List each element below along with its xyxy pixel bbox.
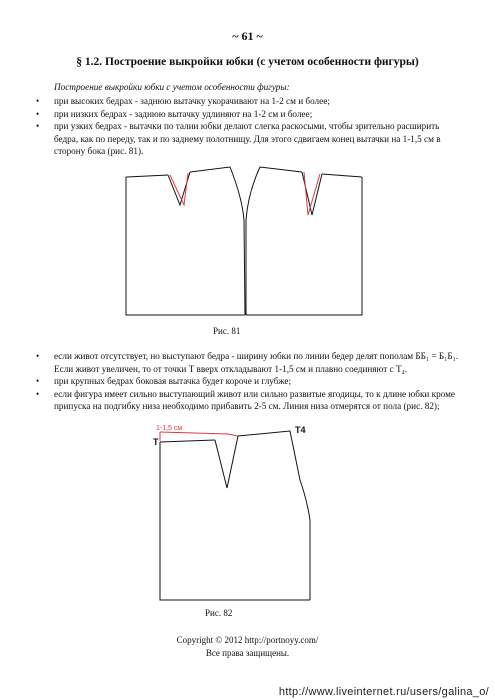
- list-item: • при крупных бедрах боковая вытачка будет короче и глубже;: [36, 375, 461, 388]
- figure-82-drawing: [150, 420, 320, 605]
- figure-82-point-t: T: [153, 437, 159, 447]
- section-title: § 1.2. Построение выкройки юбки (с учетом особенности фигуры): [76, 56, 419, 68]
- subtitle: Построение выкройки юбки с учетом особенности фигуры:: [54, 82, 290, 92]
- bullets-top: [36, 95, 461, 158]
- figure-82-raised-waist-curve: [160, 432, 238, 436]
- footer-rights: Все права защищены.: [205, 648, 290, 658]
- page-number: ~ 61 ~: [232, 29, 263, 43]
- list-item: • если живот отсутствует, но выступают бедра - ширину юбки по линии бедер делят пополам ББ₁ = Б₁Б₁. Если живот увеличен, то от точки Т вверх откладывают 1-1,5 см и плавно соединяют с Т₄.: [36, 350, 461, 375]
- figure-81-right-panel: [246, 177, 362, 315]
- figure-82-dart: [215, 436, 238, 488]
- figure-82-measure-label: 1-1,5 см: [156, 425, 183, 432]
- figure-81-caption: Рис. 81: [213, 326, 241, 336]
- list-item: • при низких бедрах - заднюю вытачку удлиняют на 1-2 см и более;: [36, 108, 461, 121]
- figure-81-right-waist: [246, 167, 362, 315]
- bullets-bottom: [36, 350, 461, 413]
- footer-copyright: Copyright © 2012 http://portnoyy.com/: [176, 635, 319, 645]
- list-item: • при высоких бедрах - заднюю вытачку укорачивают на 1-2 см и более;: [36, 95, 461, 108]
- figure-82-caption: Рис. 82: [205, 608, 233, 618]
- list-item: • при узких бедрах - вытачки по талии юбки делают слегка раскосыми, чтобы зрительно расширить бедра, как по переду, так и по заднему полотнищу. Для этого сдвигаем конец вытачки на 1-1,5 см в сторону бока (рис. 81).: [36, 120, 461, 158]
- watermark-url: http://www.liveinternet.ru/users/galina_o/: [278, 686, 489, 698]
- figure-82-waist: [160, 431, 310, 600]
- figure-81-drawing: [120, 165, 370, 320]
- figure-82-outline-left: [160, 442, 310, 600]
- list-item: • если фигура имеет сильно выступающий живот или сильно развитые ягодицы, то к длине юбки кроме припуска на подгибку низа необходимо прибавить 2-5 см. Линия низа отмерятся от пола (рис. 82);: [36, 388, 461, 413]
- figure-81-left-panel: [126, 177, 245, 315]
- figure-82-point-t4: T4: [295, 425, 306, 435]
